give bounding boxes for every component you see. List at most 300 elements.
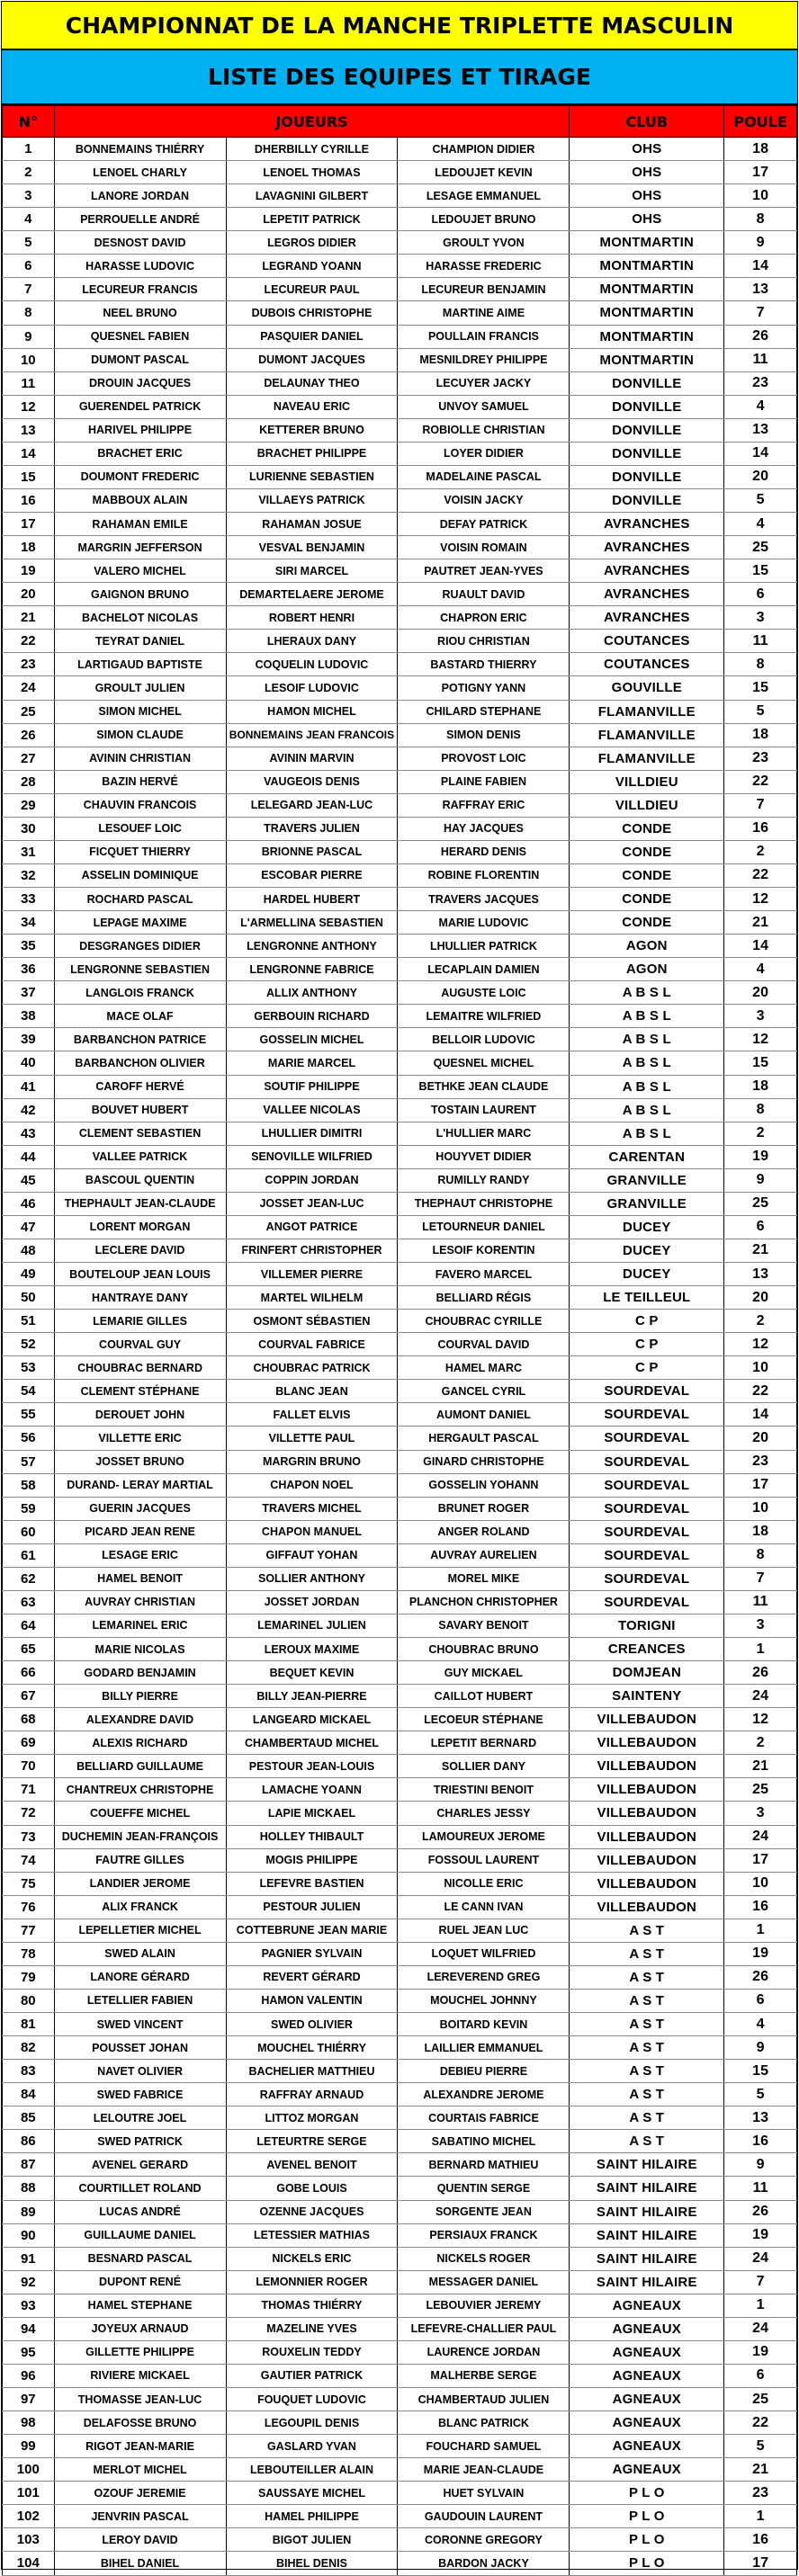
player-3-cell: BARDON JACKY — [398, 2552, 570, 2575]
team-number-cell: 89 — [3, 2200, 55, 2223]
team-number-cell: 99 — [3, 2435, 55, 2458]
player-3-cell: FOUCHARD SAMUEL — [398, 2435, 570, 2458]
player-2-cell: LENOEL THOMAS — [226, 161, 398, 184]
poule-cell: 8 — [724, 653, 797, 676]
team-number-cell: 50 — [3, 1286, 55, 1310]
table-row — [3, 208, 797, 231]
poule-cell: 16 — [724, 1895, 797, 1919]
player-3-cell: SIMON DENIS — [398, 723, 570, 747]
table-row — [3, 2083, 797, 2106]
player-1-cell: BOUTELOUP JEAN LOUIS — [54, 1263, 226, 1286]
player-3-cell: HERGAULT PASCAL — [398, 1427, 570, 1450]
poule-cell: 11 — [724, 1590, 797, 1614]
poule-cell: 7 — [724, 301, 797, 325]
player-1-cell: LORENT MORGAN — [54, 1215, 226, 1239]
player-2-cell: VALLEE NICOLAS — [226, 1098, 398, 1122]
team-number-cell: 10 — [3, 348, 55, 371]
player-3-cell: BRUNET ROGER — [398, 1497, 570, 1520]
club-cell: CARENTAN — [570, 1145, 724, 1168]
table-row — [3, 863, 797, 887]
table-row — [3, 935, 797, 958]
player-1-cell: CLEMENT SEBASTIEN — [54, 1122, 226, 1145]
player-2-cell: TRAVERS JULIEN — [226, 817, 398, 840]
club-cell: AVRANCHES — [570, 606, 724, 630]
player-3-cell: LEDOUJET KEVIN — [398, 161, 570, 184]
player-1-cell: DURAND- LERAY MARTIAL — [54, 1473, 226, 1497]
player-2-cell: ANGOT PATRICE — [226, 1215, 398, 1239]
player-2-cell: PESTOUR JEAN-LOUIS — [226, 1755, 398, 1778]
club-cell: A B S L — [570, 981, 724, 1005]
team-number-cell: 17 — [3, 513, 55, 536]
player-3-cell: BOITARD KEVIN — [398, 2013, 570, 2036]
poule-cell: 23 — [724, 747, 797, 770]
player-1-cell: GODARD BENJAMIN — [54, 1661, 226, 1685]
player-1-cell: LEROY DAVID — [54, 2528, 226, 2552]
player-3-cell: LOYER DIDIER — [398, 442, 570, 465]
club-cell: AVRANCHES — [570, 513, 724, 536]
player-2-cell: KETTERER BRUNO — [226, 418, 398, 442]
player-2-cell: BIHEL DENIS — [226, 2552, 398, 2575]
player-3-cell: NICOLLE ERIC — [398, 1872, 570, 1895]
club-cell: VILLEBAUDON — [570, 1731, 724, 1755]
poule-cell: 13 — [724, 1263, 797, 1286]
table-row — [3, 559, 797, 583]
poule-cell: 17 — [724, 2552, 797, 2575]
table-row — [3, 770, 797, 793]
player-2-cell: DELAUNAY THEO — [226, 371, 398, 395]
poule-cell: 14 — [724, 442, 797, 465]
team-number-cell: 42 — [3, 1098, 55, 1122]
club-cell: AGON — [570, 958, 724, 981]
player-1-cell: LEMARINEL ERIC — [54, 1614, 226, 1637]
player-3-cell: TRAVERS JACQUES — [398, 888, 570, 911]
player-1-cell: LEMARIE GILLES — [54, 1310, 226, 1333]
club-cell: FLAMANVILLE — [570, 747, 724, 770]
player-1-cell: LECLERE DAVID — [54, 1239, 226, 1262]
player-1-cell: RIVIERE MICKAEL — [54, 2364, 226, 2387]
table-row — [3, 2528, 797, 2552]
player-1-cell: THEPHAULT JEAN-CLAUDE — [54, 1192, 226, 1215]
player-3-cell: SORGENTE JEAN — [398, 2200, 570, 2223]
player-1-cell: JENVRIN PASCAL — [54, 2505, 226, 2528]
player-3-cell: LESAGE EMMANUEL — [398, 184, 570, 208]
player-2-cell: LESOIF LUDOVIC — [226, 676, 398, 700]
player-2-cell: RAHAMAN JOSUE — [226, 513, 398, 536]
poule-cell: 21 — [724, 1239, 797, 1262]
table-row — [3, 138, 797, 161]
team-number-cell: 100 — [3, 2458, 55, 2482]
player-1-cell: DESNOST DAVID — [54, 231, 226, 255]
team-number-cell: 44 — [3, 1145, 55, 1168]
table-row — [3, 911, 797, 935]
team-number-cell: 9 — [3, 325, 55, 348]
club-cell: FLAMANVILLE — [570, 723, 724, 747]
table-row — [3, 2317, 797, 2340]
table-row — [3, 536, 797, 559]
player-3-cell: GANCEL CYRIL — [398, 1380, 570, 1403]
player-3-cell: LECAPLAIN DAMIEN — [398, 958, 570, 981]
player-3-cell: QUENTIN SERGE — [398, 2177, 570, 2200]
player-1-cell: COURTILLET ROLAND — [54, 2177, 226, 2200]
player-1-cell: ALEXANDRE DAVID — [54, 1708, 226, 1731]
poule-cell: 24 — [724, 1685, 797, 1708]
player-3-cell: LAILLIER EMMANUEL — [398, 2036, 570, 2060]
player-1-cell: RIGOT JEAN-MARIE — [54, 2435, 226, 2458]
player-1-cell: MABBOUX ALAIN — [54, 488, 226, 512]
poule-cell: 24 — [724, 2317, 797, 2340]
player-1-cell: GUERIN JACQUES — [54, 1497, 226, 1520]
player-3-cell: LEMAITRE WILFRIED — [398, 1005, 570, 1028]
club-cell: A S T — [570, 1989, 724, 2012]
poule-cell: 4 — [724, 513, 797, 536]
team-number-cell: 26 — [3, 723, 55, 747]
team-number-cell: 33 — [3, 888, 55, 911]
club-cell: AVRANCHES — [570, 583, 724, 606]
player-3-cell: GROULT YVON — [398, 231, 570, 255]
poule-cell: 21 — [724, 2458, 797, 2482]
poule-cell: 22 — [724, 1380, 797, 1403]
table-row — [3, 793, 797, 817]
player-1-cell: JOSSET BRUNO — [54, 1450, 226, 1473]
table-row — [3, 1965, 797, 1989]
table-row — [3, 2247, 797, 2270]
club-cell: CREANCES — [570, 1638, 724, 1661]
club-cell: OHS — [570, 161, 724, 184]
player-1-cell: CHANTREUX CHRISTOPHE — [54, 1778, 226, 1802]
player-1-cell: ALEXIS RICHARD — [54, 1731, 226, 1755]
player-3-cell: LEPETIT BERNARD — [398, 1731, 570, 1755]
player-1-cell: GAIGNON BRUNO — [54, 583, 226, 606]
club-cell: C P — [570, 1333, 724, 1356]
club-cell: CONDE — [570, 911, 724, 935]
club-cell: SOURDEVAL — [570, 1427, 724, 1450]
table-row — [3, 371, 797, 395]
player-3-cell: MOUCHEL JOHNNY — [398, 1989, 570, 2012]
player-3-cell: HERARD DENIS — [398, 840, 570, 863]
team-number-cell: 36 — [3, 958, 55, 981]
club-cell: SAINT HILAIRE — [570, 2153, 724, 2177]
table-row — [3, 2294, 797, 2317]
player-3-cell: LHULLIER PATRICK — [398, 935, 570, 958]
poule-cell: 6 — [724, 1215, 797, 1239]
team-number-cell: 61 — [3, 1543, 55, 1567]
club-cell: SAINTENY — [570, 1685, 724, 1708]
club-cell: AGON — [570, 935, 724, 958]
table-row — [3, 1638, 797, 1661]
club-cell: COUTANCES — [570, 653, 724, 676]
team-number-cell: 8 — [3, 301, 55, 325]
table-row — [3, 840, 797, 863]
table-row — [3, 2036, 797, 2060]
club-cell: VILLEBAUDON — [570, 1778, 724, 1802]
player-3-cell: PROVOST LOIC — [398, 747, 570, 770]
team-number-cell: 87 — [3, 2153, 55, 2177]
poule-cell: 24 — [724, 1825, 797, 1848]
club-cell: SOURDEVAL — [570, 1567, 724, 1590]
player-1-cell: LENGRONNE SEBASTIEN — [54, 958, 226, 981]
player-1-cell: ASSELIN DOMINIQUE — [54, 863, 226, 887]
table-row — [3, 700, 797, 723]
table-row — [3, 231, 797, 255]
team-number-cell: 20 — [3, 583, 55, 606]
club-cell: DONVILLE — [570, 442, 724, 465]
player-3-cell: ROBIOLLE CHRISTIAN — [398, 418, 570, 442]
team-number-cell: 83 — [3, 2060, 55, 2083]
table-row — [3, 2552, 797, 2575]
poule-cell: 22 — [724, 863, 797, 887]
player-3-cell: LESOIF KORENTIN — [398, 1239, 570, 1262]
club-cell: AGNEAUX — [570, 2435, 724, 2458]
club-cell: MONTMARTIN — [570, 231, 724, 255]
club-cell: AVRANCHES — [570, 536, 724, 559]
player-3-cell: AUVRAY AURELIEN — [398, 1543, 570, 1567]
player-1-cell: DUMONT PASCAL — [54, 348, 226, 371]
table-row — [3, 2505, 797, 2528]
table-row — [3, 888, 797, 911]
player-3-cell: LECUREUR BENJAMIN — [398, 278, 570, 301]
player-2-cell: COTTEBRUNE JEAN MARIE — [226, 1919, 398, 1942]
team-number-cell: 94 — [3, 2317, 55, 2340]
club-cell: VILLDIEU — [570, 770, 724, 793]
player-3-cell: POTIGNY YANN — [398, 676, 570, 700]
player-1-cell: HANTRAYE DANY — [54, 1286, 226, 1310]
poule-cell: 13 — [724, 278, 797, 301]
team-number-cell: 45 — [3, 1168, 55, 1192]
player-1-cell: LETELLIER FABIEN — [54, 1989, 226, 2012]
table-row — [3, 2200, 797, 2223]
table-row — [3, 418, 797, 442]
player-2-cell: SWED OLIVIER — [226, 2013, 398, 2036]
player-2-cell: CHAPON NOEL — [226, 1473, 398, 1497]
player-3-cell: GUY MICKAEL — [398, 1661, 570, 1685]
player-3-cell: BETHKE JEAN CLAUDE — [398, 1075, 570, 1098]
team-number-cell: 27 — [3, 747, 55, 770]
player-1-cell: LEPELLETIER MICHEL — [54, 1919, 226, 1942]
table-row — [3, 1942, 797, 1965]
club-cell: A B S L — [570, 1098, 724, 1122]
player-1-cell: LESOUEF LOIC — [54, 817, 226, 840]
team-number-cell: 49 — [3, 1263, 55, 1286]
player-2-cell: MOUCHEL THIÉRRY — [226, 2036, 398, 2060]
player-3-cell: COURTAIS FABRICE — [398, 2106, 570, 2130]
team-number-cell: 34 — [3, 911, 55, 935]
poule-cell: 18 — [724, 723, 797, 747]
team-number-cell: 51 — [3, 1310, 55, 1333]
table-row — [3, 1310, 797, 1333]
table-row — [3, 817, 797, 840]
player-3-cell: HAMEL MARC — [398, 1356, 570, 1380]
player-2-cell: ESCOBAR PIERRE — [226, 863, 398, 887]
table-row — [3, 1333, 797, 1356]
player-3-cell: COURVAL DAVID — [398, 1333, 570, 1356]
player-1-cell: SWED VINCENT — [54, 2013, 226, 2036]
player-3-cell: VOISIN ROMAIN — [398, 536, 570, 559]
player-3-cell: BELLIARD RÉGIS — [398, 1286, 570, 1310]
player-3-cell: MOREL MIKE — [398, 1567, 570, 1590]
player-1-cell: LARTIGAUD BAPTISTE — [54, 653, 226, 676]
page-title: CHAMPIONNAT DE LA MANCHE TRIPLETTE MASCULIN — [2, 2, 797, 50]
table-row — [3, 325, 797, 348]
player-2-cell: MAZELINE YVES — [226, 2317, 398, 2340]
player-2-cell: SOUTIF PHILIPPE — [226, 1075, 398, 1098]
player-1-cell: BESNARD PASCAL — [54, 2247, 226, 2270]
team-number-cell: 28 — [3, 770, 55, 793]
poule-cell: 7 — [724, 2270, 797, 2294]
player-1-cell: BOUVET HUBERT — [54, 1098, 226, 1122]
player-2-cell: VILLETTE PAUL — [226, 1427, 398, 1450]
team-number-cell: 35 — [3, 935, 55, 958]
table-row — [3, 2060, 797, 2083]
player-1-cell: LANDIER JEROME — [54, 1872, 226, 1895]
player-1-cell: BACHELOT NICOLAS — [54, 606, 226, 630]
player-3-cell: CHILARD STEPHANE — [398, 700, 570, 723]
club-cell: OHS — [570, 208, 724, 231]
header-poule: POULE — [724, 106, 797, 138]
player-1-cell: AVININ CHRISTIAN — [54, 747, 226, 770]
player-2-cell: LURIENNE SEBASTIEN — [226, 465, 398, 488]
player-3-cell: AUGUSTE LOIC — [398, 981, 570, 1005]
club-cell: TORIGNI — [570, 1614, 724, 1637]
table-row — [3, 1473, 797, 1497]
player-2-cell: NAVEAU ERIC — [226, 395, 398, 418]
poule-cell: 22 — [724, 2411, 797, 2435]
club-cell: SAINT HILAIRE — [570, 2200, 724, 2223]
player-1-cell: GUILLAUME DANIEL — [54, 2223, 226, 2247]
player-1-cell: LANORE JORDAN — [54, 184, 226, 208]
team-number-cell: 11 — [3, 371, 55, 395]
player-3-cell: CAILLOT HUBERT — [398, 1685, 570, 1708]
poule-cell: 15 — [724, 676, 797, 700]
team-number-cell: 91 — [3, 2247, 55, 2270]
team-number-cell: 3 — [3, 184, 55, 208]
club-cell: CONDE — [570, 863, 724, 887]
poule-cell: 12 — [724, 1333, 797, 1356]
team-number-cell: 86 — [3, 2130, 55, 2153]
poule-cell: 26 — [724, 325, 797, 348]
player-3-cell: HOUYVET DIDIER — [398, 1145, 570, 1168]
player-3-cell: UNVOY SAMUEL — [398, 395, 570, 418]
poule-cell: 15 — [724, 2060, 797, 2083]
player-3-cell: BERNARD MATHIEU — [398, 2153, 570, 2177]
team-number-cell: 76 — [3, 1895, 55, 1919]
table-row — [3, 1590, 797, 1614]
club-cell: C P — [570, 1356, 724, 1380]
player-3-cell: SAVARY BENOIT — [398, 1614, 570, 1637]
team-number-cell: 39 — [3, 1028, 55, 1051]
player-2-cell: FALLET ELVIS — [226, 1403, 398, 1427]
poule-cell: 16 — [724, 817, 797, 840]
club-cell: CONDE — [570, 817, 724, 840]
club-cell: GRANVILLE — [570, 1192, 724, 1215]
player-2-cell: COQUELIN LUDOVIC — [226, 653, 398, 676]
team-number-cell: 14 — [3, 442, 55, 465]
poule-cell: 19 — [724, 1145, 797, 1168]
table-row — [3, 1919, 797, 1942]
player-2-cell: BEQUET KEVIN — [226, 1661, 398, 1685]
player-1-cell: BILLY PIERRE — [54, 1685, 226, 1708]
table-row — [3, 278, 797, 301]
player-2-cell: LHULLIER DIMITRI — [226, 1122, 398, 1145]
poule-cell: 19 — [724, 2340, 797, 2364]
club-cell: DONVILLE — [570, 488, 724, 512]
team-number-cell: 19 — [3, 559, 55, 583]
player-1-cell: BONNEMAINS THIÉRRY — [54, 138, 226, 161]
team-number-cell: 66 — [3, 1661, 55, 1685]
player-3-cell: BELLOIR LUDOVIC — [398, 1028, 570, 1051]
poule-cell: 12 — [724, 1708, 797, 1731]
player-1-cell: DOUMONT FREDERIC — [54, 465, 226, 488]
club-cell: GRANVILLE — [570, 1168, 724, 1192]
player-3-cell: LETOURNEUR DANIEL — [398, 1215, 570, 1239]
player-3-cell: GINARD CHRISTOPHE — [398, 1450, 570, 1473]
team-number-cell: 92 — [3, 2270, 55, 2294]
player-2-cell: DHERBILLY CYRILLE — [226, 138, 398, 161]
table-row — [3, 1614, 797, 1637]
club-cell: COUTANCES — [570, 630, 724, 653]
player-2-cell: HAMON VALENTIN — [226, 1989, 398, 2012]
player-1-cell: TEYRAT DANIEL — [54, 630, 226, 653]
club-cell: A B S L — [570, 1005, 724, 1028]
player-2-cell: BRIONNE PASCAL — [226, 840, 398, 863]
player-3-cell: CORONNE GREGORY — [398, 2528, 570, 2552]
team-number-cell: 52 — [3, 1333, 55, 1356]
club-cell: MONTMARTIN — [570, 325, 724, 348]
poule-cell: 22 — [724, 770, 797, 793]
table-row — [3, 1661, 797, 1685]
player-1-cell: COURVAL GUY — [54, 1333, 226, 1356]
player-3-cell: FAVERO MARCEL — [398, 1263, 570, 1286]
player-1-cell: AUVRAY CHRISTIAN — [54, 1590, 226, 1614]
table-row — [3, 2177, 797, 2200]
poule-cell: 1 — [724, 1919, 797, 1942]
club-cell: MONTMARTIN — [570, 301, 724, 325]
poule-cell: 25 — [724, 1192, 797, 1215]
player-3-cell: MADELAINE PASCAL — [398, 465, 570, 488]
table-row — [3, 2458, 797, 2482]
poule-cell: 9 — [724, 2153, 797, 2177]
player-3-cell: PLAINE FABIEN — [398, 770, 570, 793]
player-2-cell: LAMACHE YOANN — [226, 1778, 398, 1802]
team-number-cell: 101 — [3, 2482, 55, 2505]
player-1-cell: PERROUELLE ANDRÉ — [54, 208, 226, 231]
poule-cell: 25 — [724, 536, 797, 559]
team-number-cell: 85 — [3, 2106, 55, 2130]
table-header-row — [3, 106, 797, 138]
table-row — [3, 2223, 797, 2247]
poule-cell: 16 — [724, 2130, 797, 2153]
team-number-cell: 24 — [3, 676, 55, 700]
club-cell: AGNEAUX — [570, 2411, 724, 2435]
player-1-cell: LELOUTRE JOEL — [54, 2106, 226, 2130]
player-1-cell: CHOUBRAC BERNARD — [54, 1356, 226, 1380]
team-number-cell: 53 — [3, 1356, 55, 1380]
poule-cell: 20 — [724, 1427, 797, 1450]
club-cell: MONTMARTIN — [570, 255, 724, 278]
team-number-cell: 29 — [3, 793, 55, 817]
poule-cell: 4 — [724, 958, 797, 981]
poule-cell: 4 — [724, 2013, 797, 2036]
player-3-cell: LOQUET WILFRIED — [398, 1942, 570, 1965]
player-3-cell: CHAPRON ERIC — [398, 606, 570, 630]
player-2-cell: VESVAL BENJAMIN — [226, 536, 398, 559]
player-2-cell: LEBOUTEILLER ALAIN — [226, 2458, 398, 2482]
player-2-cell: LENGRONNE FABRICE — [226, 958, 398, 981]
team-number-cell: 46 — [3, 1192, 55, 1215]
player-3-cell: PLANCHON CHRISTOPHER — [398, 1590, 570, 1614]
player-3-cell: HUET SYLVAIN — [398, 2482, 570, 2505]
club-cell: VILLEBAUDON — [570, 1708, 724, 1731]
poule-cell: 20 — [724, 1286, 797, 1310]
